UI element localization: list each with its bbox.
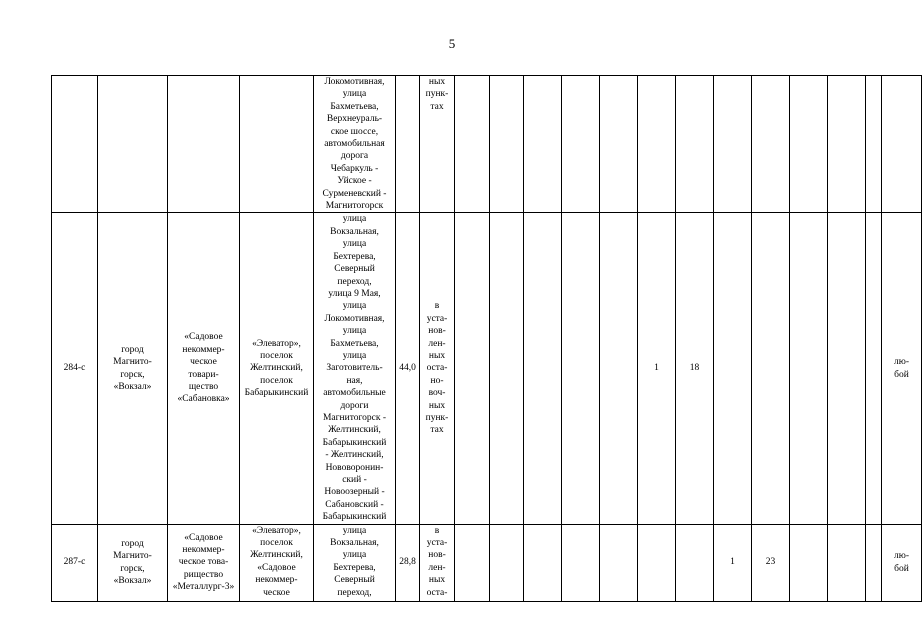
table-cell xyxy=(676,524,714,601)
table-cell xyxy=(828,524,866,601)
streets-cell: Локомотивная, улица Бахметьева, Верхнеураль- ское шоссе, автомобильная дорога Чебаркуль - Уйское - Сурменевский - Магнитогорск xyxy=(314,76,396,213)
intermediate-stops-cell xyxy=(240,76,314,213)
table-row xyxy=(52,76,922,213)
table-cell xyxy=(866,524,882,601)
table-cell: лю- бой xyxy=(882,213,922,524)
table-cell xyxy=(752,76,790,213)
stops-order-cell: в уста- нов- лен- ных оста- но- воч- ных пунк- тах xyxy=(420,213,455,524)
streets-cell: улица Вокзальная, улица Бехтерева, Северный переход, xyxy=(314,524,396,601)
streets-cell: улица Вокзальная, улица Бехтерева, Северный переход, улица 9 Мая, улица Локомотивная, улица Бахметьева, улица Заготовитель- ная, автомобильные дороги Магнитогорск - Желтинский, Бабарыкинский - Желтинский, Нововоронин- ский - Новоозерный - Сабановский - Бабарыкинский xyxy=(314,213,396,524)
table-cell xyxy=(600,213,638,524)
table-cell xyxy=(490,76,524,213)
table-cell: 23 xyxy=(752,524,790,601)
table-cell: 18 xyxy=(676,213,714,524)
table-cell xyxy=(828,76,866,213)
table-cell xyxy=(882,76,922,213)
table-cell xyxy=(455,76,490,213)
table-cell xyxy=(562,524,600,601)
table-cell xyxy=(790,524,828,601)
table-row xyxy=(52,213,922,524)
table-cell xyxy=(638,524,676,601)
table-cell xyxy=(524,524,562,601)
length-cell: 44,0 xyxy=(396,213,420,524)
table-cell xyxy=(866,213,882,524)
start-point-cell: город Магнито- горск, «Вокзал» xyxy=(98,524,168,601)
table-cell xyxy=(714,213,752,524)
table-cell xyxy=(490,524,524,601)
stops-order-cell: в уста- нов- лен- ных оста- xyxy=(420,524,455,601)
table-cell xyxy=(790,213,828,524)
end-point-cell: «Садовое некоммер- ческое това- рищество «Металлург-3» xyxy=(168,524,240,601)
route-number-cell: 287-с xyxy=(52,524,98,601)
table-cell xyxy=(752,213,790,524)
table-cell: лю- бой xyxy=(882,524,922,601)
table-cell xyxy=(714,76,752,213)
table-cell xyxy=(866,76,882,213)
table-cell: 1 xyxy=(638,213,676,524)
length-cell: 28,8 xyxy=(396,524,420,601)
table-cell xyxy=(455,524,490,601)
page-number: 5 xyxy=(448,36,456,51)
table-cell xyxy=(562,213,600,524)
table-cell xyxy=(638,76,676,213)
intermediate-stops-cell: «Элеватор», поселок Желтинский, «Садовое некоммер- ческое xyxy=(240,524,314,601)
end-point-cell: «Садовое некоммер- ческое товари- щество «Сабановка» xyxy=(168,213,240,524)
table-cell xyxy=(455,213,490,524)
length-cell xyxy=(396,76,420,213)
table-cell xyxy=(524,76,562,213)
route-number-cell: 284-с xyxy=(52,213,98,524)
table-cell xyxy=(524,213,562,524)
table-cell xyxy=(600,524,638,601)
table-cell xyxy=(676,76,714,213)
table-cell xyxy=(600,76,638,213)
table-row xyxy=(52,524,922,601)
route-number-cell xyxy=(52,76,98,213)
intermediate-stops-cell: «Элеватор», поселок Желтинский, поселок Бабарыкинский xyxy=(240,213,314,524)
table-cell xyxy=(562,76,600,213)
routes-table xyxy=(51,75,922,602)
table-cell xyxy=(828,213,866,524)
table-cell: 1 xyxy=(714,524,752,601)
end-point-cell xyxy=(168,76,240,213)
stops-order-cell: ных пунк- тах xyxy=(420,76,455,213)
start-point-cell xyxy=(98,76,168,213)
table-cell xyxy=(490,213,524,524)
start-point-cell: город Магнито- горск, «Вокзал» xyxy=(98,213,168,524)
table-cell xyxy=(790,76,828,213)
